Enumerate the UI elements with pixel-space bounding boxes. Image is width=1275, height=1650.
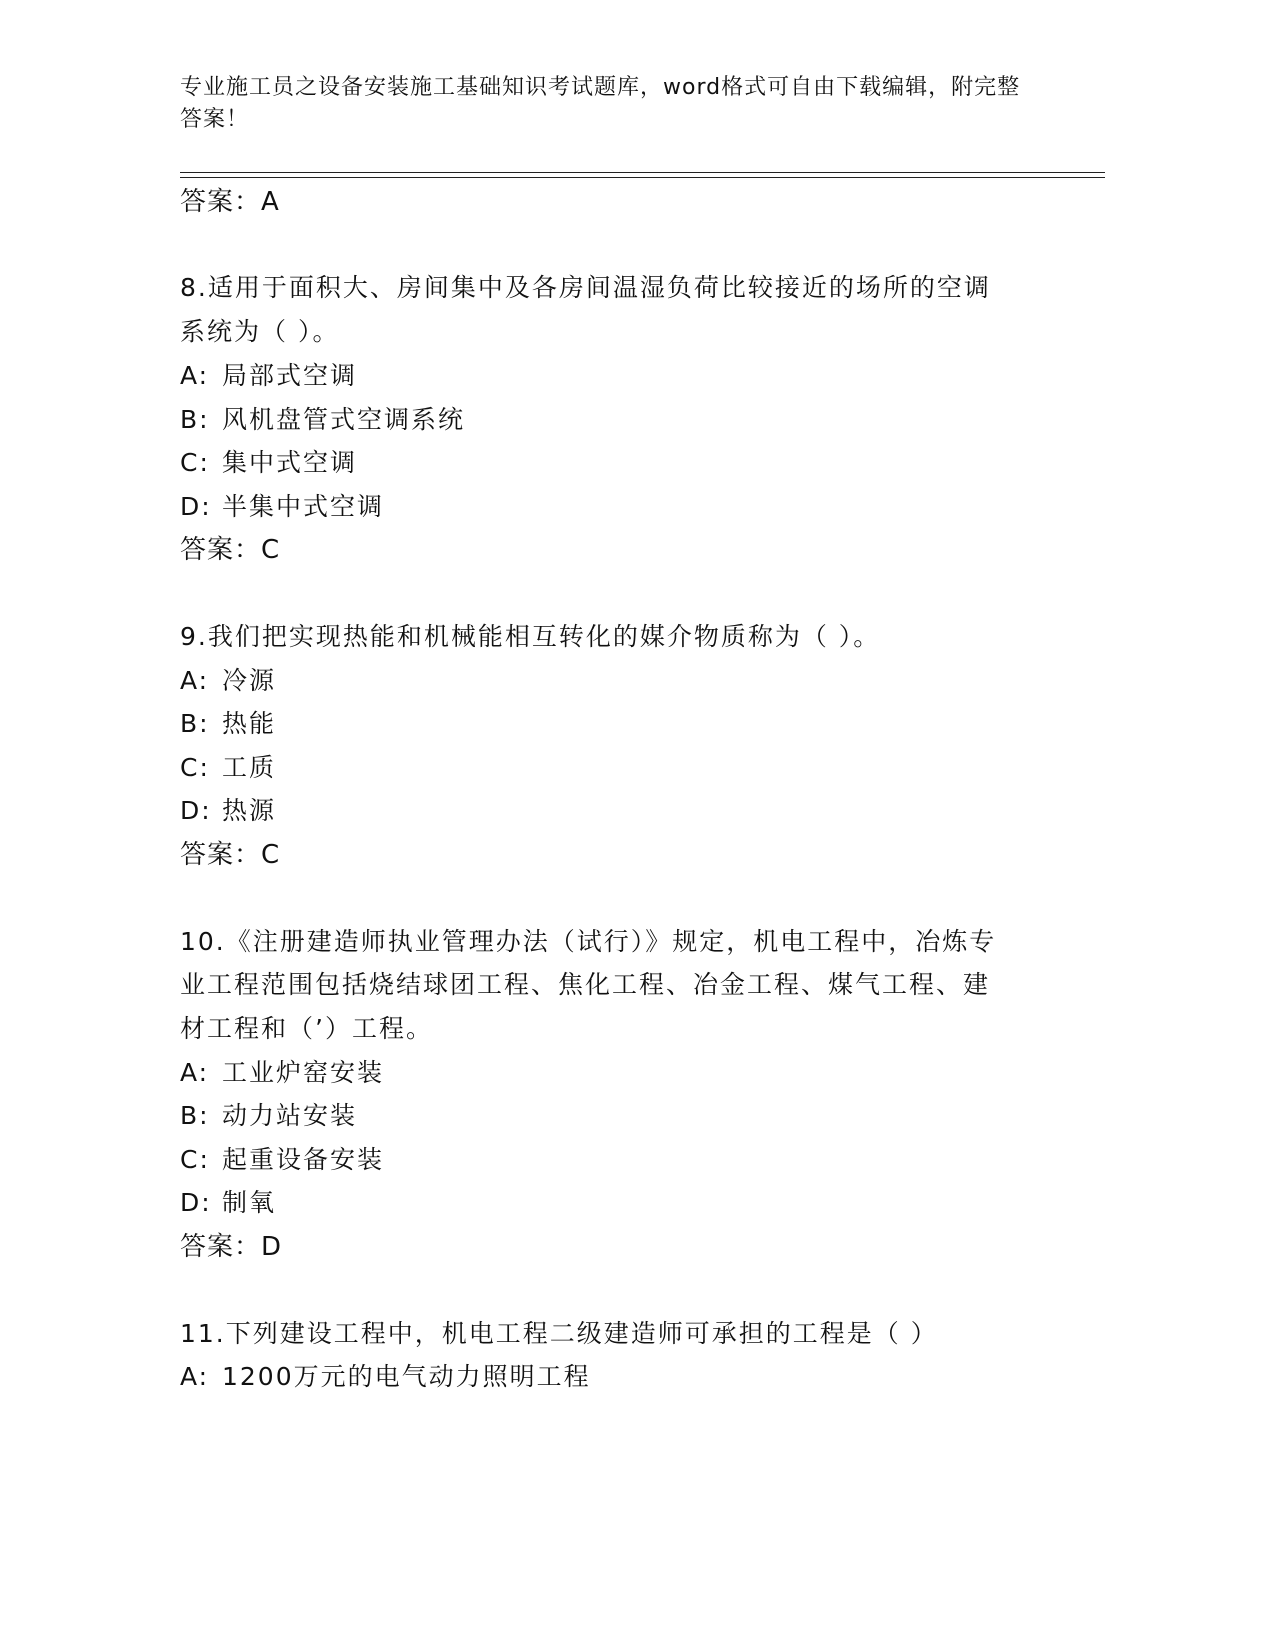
option-letter: A: xyxy=(180,666,210,695)
option-letter: C: xyxy=(180,1145,210,1174)
question-9-answer: 答案：C xyxy=(180,840,281,870)
question-8-answer: 答案：C xyxy=(180,535,281,565)
document-header: 专业施工员之设备安装施工基础知识考试题库，word格式可自由下载编辑，附完整答案！ xyxy=(180,75,1021,132)
option-text: 起重设备安装 xyxy=(222,1145,385,1174)
previous-answer: 答案：A xyxy=(180,187,280,217)
question-8-option-b xyxy=(180,398,1040,442)
option-text: 动力站安装 xyxy=(222,1101,358,1130)
question-11-stem-line-1: 11.下列建设工程中，机电工程二级建造师可承担的工程是（ ） xyxy=(180,1319,938,1348)
question-10-option-a xyxy=(180,1051,1040,1095)
question-10-option-d xyxy=(180,1181,1040,1225)
option-text: 工业炉窑安装 xyxy=(222,1058,385,1087)
option-letter: B: xyxy=(180,709,210,738)
question-10-stem-line-3: 材工程和（’）工程。 xyxy=(180,1014,433,1043)
question-11-option-a xyxy=(180,1355,1040,1399)
option-letter: C: xyxy=(180,753,210,782)
question-10-stem-line-1: 10.《注册建造师执业管理办法（试行）》规定，机电工程中，冶炼专 xyxy=(180,927,997,956)
option-text: 1200万元的电气动力照明工程 xyxy=(222,1362,591,1391)
option-text: 热源 xyxy=(222,796,277,825)
option-letter: D: xyxy=(180,1188,212,1217)
option-letter: B: xyxy=(180,405,210,434)
option-text: 热能 xyxy=(222,709,277,738)
question-8-option-a xyxy=(180,354,1040,398)
question-9-stem-line-1: 9.我们把实现热能和机械能相互转化的媒介物质称为（ ）。 xyxy=(180,622,881,651)
option-text: 局部式空调 xyxy=(222,361,358,390)
question-9-option-c xyxy=(180,746,1040,790)
question-10-option-c xyxy=(180,1138,1040,1182)
question-9-option-a xyxy=(180,659,1040,703)
question-9-option-b xyxy=(180,702,1040,746)
option-letter: A: xyxy=(180,1362,210,1391)
header-divider xyxy=(180,172,1105,178)
option-text: 风机盘管式空调系统 xyxy=(222,405,466,434)
question-8-stem-line-2: 系统为（ ）。 xyxy=(180,317,340,346)
question-8-stem-line-1: 8.适用于面积大、房间集中及各房间温湿负荷比较接近的场所的空调 xyxy=(180,273,991,302)
option-letter: A: xyxy=(180,1058,210,1087)
option-text: 工质 xyxy=(222,753,277,782)
option-letter: D: xyxy=(180,796,212,825)
question-8-option-c xyxy=(180,441,1040,485)
question-8-option-d xyxy=(180,485,1040,529)
option-letter: B: xyxy=(180,1101,210,1130)
option-letter: A: xyxy=(180,361,210,390)
option-text: 冷源 xyxy=(222,666,277,695)
option-letter: D: xyxy=(180,492,212,521)
question-10-option-b xyxy=(180,1094,1040,1138)
option-text: 集中式空调 xyxy=(222,448,358,477)
question-10-stem-line-2: 业工程范围包括烧结球团工程、焦化工程、冶金工程、煤气工程、建 xyxy=(180,970,991,999)
question-10-answer: 答案：D xyxy=(180,1232,283,1262)
question-9-option-d xyxy=(180,789,1040,833)
option-text: 半集中式空调 xyxy=(222,492,385,521)
option-text: 制氧 xyxy=(222,1188,277,1217)
option-letter: C: xyxy=(180,448,210,477)
